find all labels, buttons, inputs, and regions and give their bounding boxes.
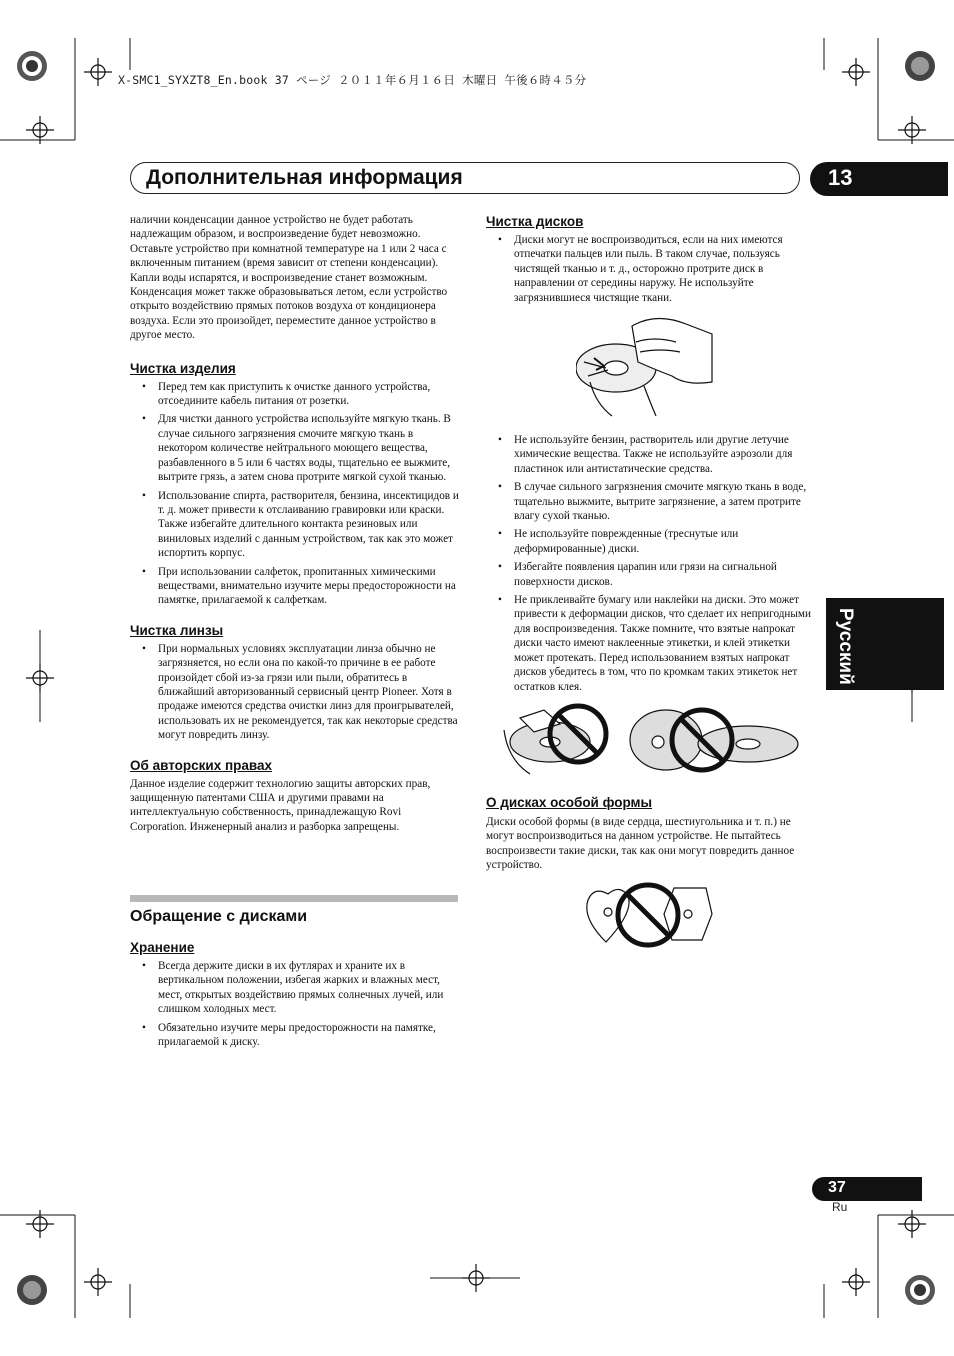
left-column (130, 213, 460, 834)
cleaning-product-heading: Чистка изделия (130, 360, 236, 376)
list-item: • При использовании салфеток, пропитанных химическими веществами, внимательно изучите меры предосторожности на памятке, прилагаемой к салфеткам. (130, 565, 460, 608)
list-item: • Всегда держите диски в их футлярах и храните их в вертикальном положении, избегая жарких и влажных мест, мест, открытых воздействию прямых солнечных лучей, или слишком холодных мест. (130, 959, 460, 1017)
copyright-paragraph: Данное изделие содержит технологию защиты авторских прав, защищенную патентами США и другими правами на интеллектуальную собственность, принадлежащую Rovi Corporation. Инженерный анализ и разборка запрещены. (130, 777, 431, 833)
special-discs-paragraph: Диски особой формы (в виде сердца, шестиугольника и т. п.) не могут воспроизводиться на данном устройстве. Не пытайтесь воспроизвести такие диски, так как они могут повредить данное устройство. (486, 816, 795, 872)
language-tab-label: Русский (835, 608, 856, 685)
list-item: • Перед тем как приступить к очистке данного устройства, отсоедините кабель питания от розетки. (130, 380, 460, 409)
list-item: • Использование спирта, растворителя, бензина, инсектицидов и т. д. может привести к отслаиванию гравировки или краски. Также избегайте длительного контакта резиновых или виниловых изделий с данным устройством, так как это может испортить корпус. (130, 489, 460, 561)
print-header: X-SMC1_SYXZT8_En.book 37 ページ ２０１１年６月１６日 木曜日 午後６時４５分 (118, 73, 587, 87)
storage-heading: Хранение (130, 940, 195, 955)
list-item: • Избегайте появления царапин или грязи на сигнальной поверхности дисков. (486, 560, 812, 589)
cleaning-discs-list-more (486, 433, 812, 694)
list-item: • Для чистки данного устройства используйте мягкую ткань. В случае сильного загрязнения смочите мягкую ткань в некотором количестве нейтрального моющего вещества, разбавленного в 5 или 6 частях воды, тщательно ее выжмите, вытрите грязь, а затем снова протрите мягкой сухой тканью. (130, 412, 460, 484)
chapter-title: Дополнительная информация (146, 166, 463, 189)
cleaning-discs-list (486, 233, 812, 305)
disc-handling-section (130, 907, 460, 1053)
list-item: • При нормальных условиях эксплуатации линза обычно не загрязняется, но если она по какой-то причине в ее работе произойдет сбой из-за грязи или пыли, обратитесь в ближайший авторизованный сервисный центр Pioneer. Хотя в продаже имеются средства очистки линз для проигрывателей, использовать их не рекомендуется, так как некоторые средства могут повредить линзу. (130, 642, 460, 743)
disc-handling-heading: Обращение с дисками (130, 908, 308, 925)
special-discs-heading: О дисках особой формы (486, 795, 653, 810)
special-shape-discs-illustration (584, 882, 714, 948)
cleaning-lens-heading: Чистка линзы (130, 622, 224, 638)
chapter-number-badge (810, 162, 948, 196)
right-column-top (486, 213, 812, 309)
condensation-paragraph: наличии конденсации данное устройство не будет работать надлежащим образом, и воспроизведение будет невозможно. Оставьте устройство при комнатной температуре на 1 или 2 часа с включенным питанием (время зависит от степени конденсации). Капли воды испарятся, и воспроизведение станет возможным. Конденсация может также образовываться летом, если устройство открыто воздействию прямых потоков воздуха от кондиционера воздуха. Если это произойдет, переместите данное устройство в другое место. (130, 214, 448, 342)
cleaning-discs-heading: Чистка дисков (486, 214, 584, 229)
page-number-badge (812, 1177, 922, 1201)
disc-wiping-illustration (576, 312, 716, 420)
right-column-middle (486, 433, 812, 698)
storage-list (130, 959, 460, 1049)
list-item: • Обязательно изучите меры предосторожности на памятке, прилагаемой к диску. (130, 1021, 460, 1050)
list-item: • В случае сильного загрязнения смочите мягкую ткань в воде, тщательно выжмите, вытрите загрязнение, а затем протрите влагу сухой тканью. (486, 480, 812, 523)
page-number: 37 (828, 1179, 846, 1196)
right-column-bottom (486, 794, 812, 873)
copyright-heading: Об авторских правах (130, 757, 273, 773)
section-divider-bar (130, 895, 458, 902)
cleaning-product-list (130, 380, 460, 608)
list-item: • Диски могут не воспроизводиться, если на них имеются отпечатки пальцев или пыль. В таком случае, пользуясь чистящей тканью и т. д., осторожно протрите диск в направлении от середины наружу. Не используйте загрязнившиеся чистящие ткани. (486, 233, 812, 305)
language-tab (826, 598, 944, 690)
list-item: • Не используйте бензин, растворитель или другие летучие химические вещества. Также не используйте аэрозоли для пластинок или антистатические средства. (486, 433, 812, 476)
chapter-number: 13 (828, 165, 853, 190)
list-item: • Не приклеивайте бумагу или наклейки на диски. Это может привести к деформации дисков, что сделает их непригодными для воспроизведения. Также помните, что взятые напрокат диски часто имеют наклеенные этикетки, и клей этикетки может протекать. Перед использованием взятых напрокат дисков убедитесь в том, что по кромкам таких этикеток нет остатков клея. (486, 593, 812, 694)
page-language-code: Ru (832, 1200, 848, 1214)
list-item: • Не используйте поврежденные (треснутые или деформированные) диски. (486, 527, 812, 556)
cleaning-lens-list (130, 642, 460, 743)
no-sticker-illustration (500, 700, 806, 780)
